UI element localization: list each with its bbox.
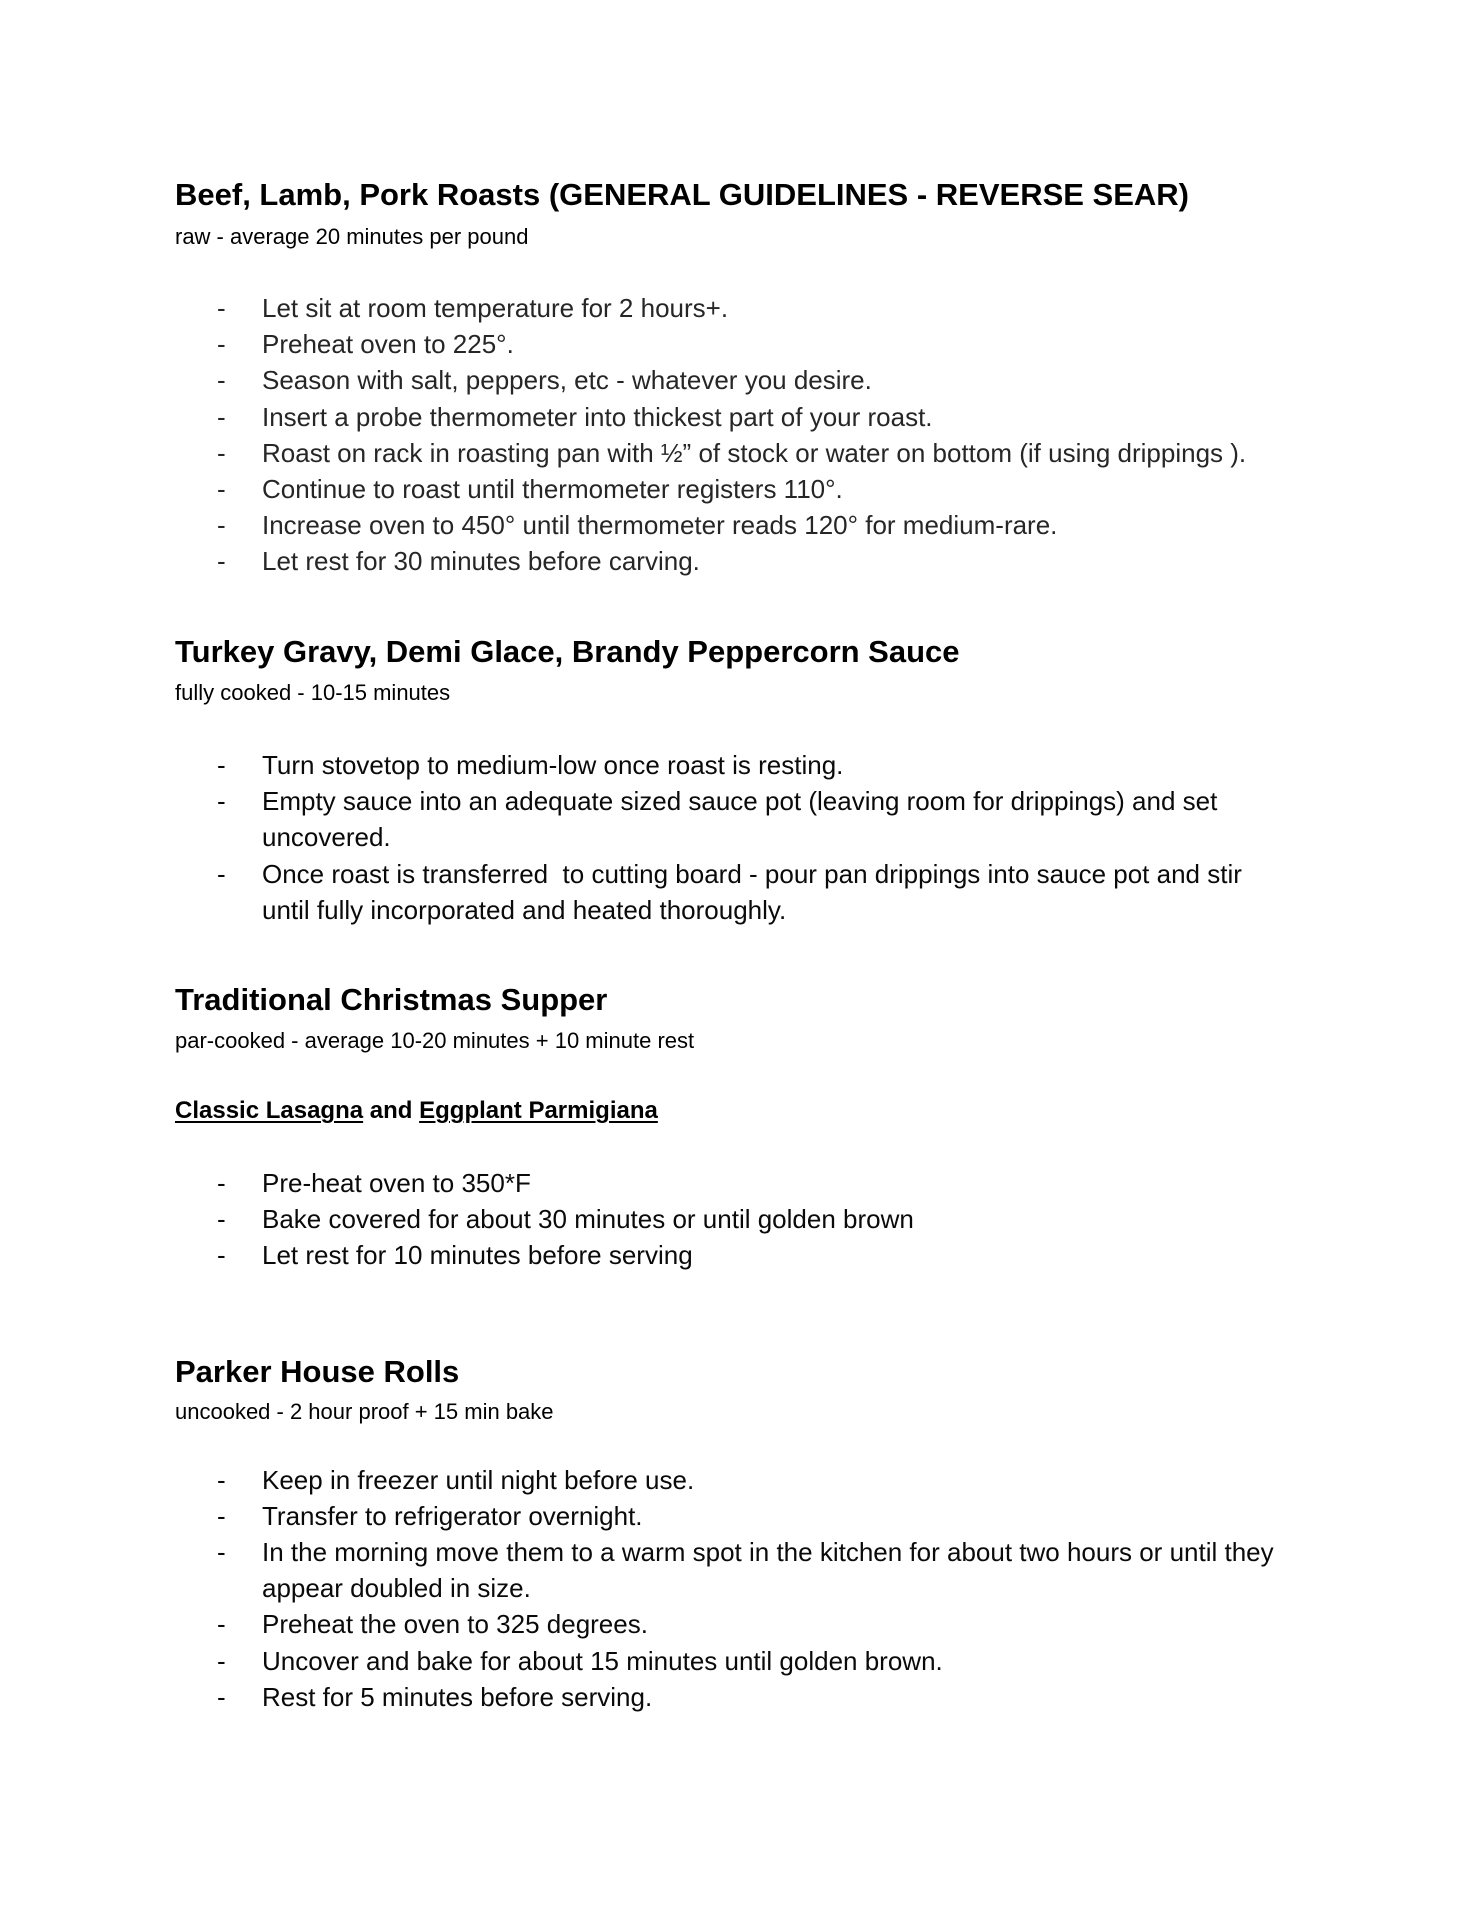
subheading-joiner: and — [363, 1097, 420, 1124]
classic-lasagna-link[interactable]: Classic Lasagna — [175, 1097, 364, 1124]
list-item-text: Season with salt, peppers, etc - whatever you desire. — [262, 365, 872, 395]
bullet-dash: - — [217, 750, 226, 780]
bullet-dash: - — [217, 859, 226, 889]
list-item-text: Uncover and bake for about 15 minutes until golden brown. — [262, 1646, 943, 1676]
bullet-dash: - — [217, 402, 226, 432]
section-heading: Traditional Christmas Supper — [175, 982, 608, 1017]
list-item-text: Pre-heat oven to 350*F — [262, 1168, 531, 1198]
list-item-text: Let sit at room temperature for 2 hours+. — [262, 293, 729, 323]
list-item-text: Roast on rack in roasting pan with ½” of stock or water on bottom (if using drippings ). — [262, 438, 1247, 468]
list-item-text: Preheat the oven to 325 degrees. — [262, 1609, 648, 1639]
list-item-text: Keep in freezer until night before use. — [262, 1465, 695, 1495]
list-item-text: Preheat oven to 225°. — [262, 329, 514, 359]
list-item-text: Rest for 5 minutes before serving. — [262, 1682, 653, 1712]
list-item-text: Bake covered for about 30 minutes or until golden brown — [262, 1204, 914, 1234]
bullet-dash: - — [217, 474, 226, 504]
eggplant-parmigiana-link[interactable]: Eggplant Parmigiana — [419, 1097, 658, 1124]
list-item-text-continued: until fully incorporated and heated thoroughly. — [262, 895, 787, 925]
section-subtitle: par-cooked - average 10-20 minutes + 10 minute rest — [175, 1028, 695, 1053]
bullet-dash: - — [217, 1501, 226, 1531]
section-subtitle: raw - average 20 minutes per pound — [175, 224, 529, 249]
bullet-dash: - — [217, 1646, 226, 1676]
section-subtitle: uncooked - 2 hour proof + 15 min bake — [175, 1399, 554, 1424]
bullet-dash: - — [217, 1240, 226, 1270]
bullet-dash: - — [217, 1204, 226, 1234]
bullet-dash: - — [217, 329, 226, 359]
list-item-text-continued: appear doubled in size. — [262, 1573, 531, 1603]
bullet-dash: - — [217, 1168, 226, 1198]
bullet-dash: - — [217, 546, 226, 576]
section-subtitle: fully cooked - 10-15 minutes — [175, 680, 451, 705]
list-item-text: Continue to roast until thermometer registers 110°. — [262, 474, 843, 504]
list-item-text: Turn stovetop to medium-low once roast is resting. — [262, 750, 844, 780]
bullet-dash: - — [217, 365, 226, 395]
bullet-dash: - — [217, 438, 226, 468]
list-item-text: In the morning move them to a warm spot in the kitchen for about two hours or until they — [262, 1537, 1274, 1567]
list-item-text: Let rest for 30 minutes before carving. — [262, 546, 700, 576]
list-item-text: Transfer to refrigerator overnight. — [262, 1501, 643, 1531]
bullet-dash: - — [217, 1682, 226, 1712]
list-item-text: Let rest for 10 minutes before serving — [262, 1240, 693, 1270]
list-item-text: Empty sauce into an adequate sized sauce pot (leaving room for drippings) and set — [262, 786, 1218, 816]
section-heading: Parker House Rolls — [175, 1354, 460, 1389]
dish-subheading — [175, 1099, 658, 1123]
bullet-dash: - — [217, 1537, 226, 1567]
section-heading: Turkey Gravy, Demi Glace, Brandy Peppercorn Sauce — [175, 634, 960, 669]
list-item-text-continued: uncovered. — [262, 822, 391, 852]
list-item-text: Insert a probe thermometer into thickest part of your roast. — [262, 402, 933, 432]
list-item-text: Once roast is transferred to cutting board - pour pan drippings into sauce pot and stir — [262, 859, 1242, 889]
bullet-dash: - — [217, 293, 226, 323]
bullet-dash: - — [217, 1609, 226, 1639]
bullet-dash: - — [217, 786, 226, 816]
section-heading: Beef, Lamb, Pork Roasts (GENERAL GUIDELINES - REVERSE SEAR) — [175, 177, 1190, 212]
bullet-dash: - — [217, 1465, 226, 1495]
bullet-dash: - — [217, 510, 226, 540]
list-item-text: Increase oven to 450° until thermometer reads 120° for medium-rare. — [262, 510, 1058, 540]
